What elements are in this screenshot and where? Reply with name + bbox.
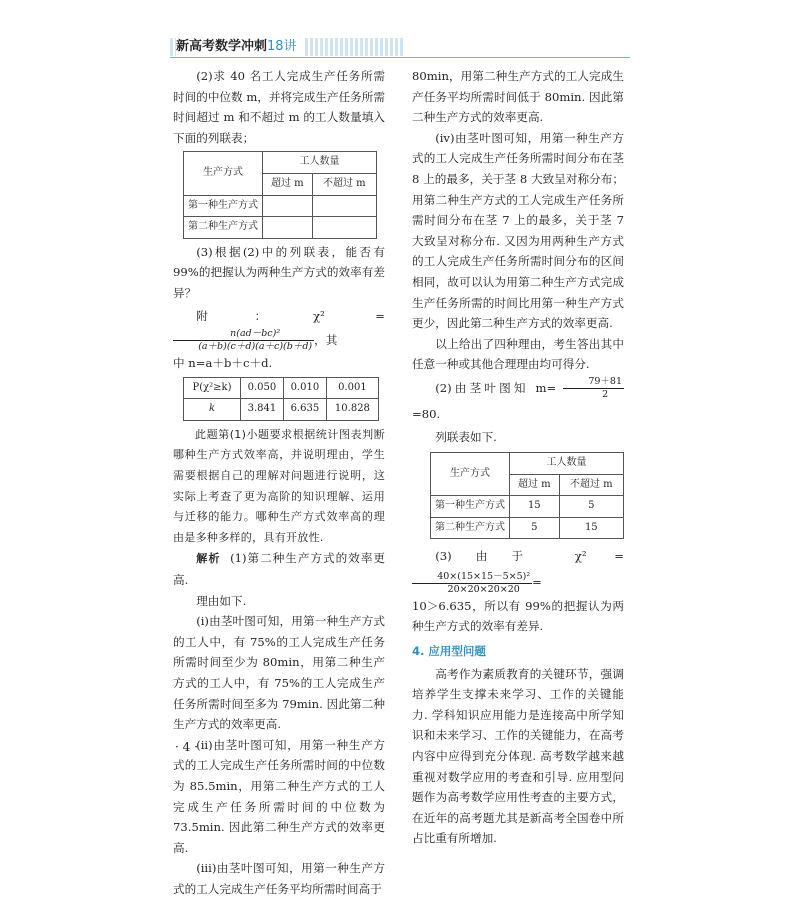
formula-fraction: $\frac{\text{n(ad－bc)²}}{(a+b)(c+d)(a+c)(b+d)}$ <box>173 328 314 353</box>
th-over-m: 超过 m <box>263 173 313 195</box>
th-method: 生产方式 <box>431 453 510 496</box>
solution-part-1: 解析 (1)第二种生产方式的效率更高. <box>173 551 385 587</box>
chi-square-formula: 附：χ² = $\frac{\text{n(ad－bc)²}}{(a+b)(c+d)(a+c)(b+d)}$ ，其 <box>173 304 385 354</box>
question-2: (2)求 40 名工人完成生产任务所需时间的中位数 m，并将完成生产任务所需时间超过 m 和不超过 m 的工人数量填入下面的列联表； <box>173 69 385 145</box>
solution-part-3-conclusion: 10＞6.635，所以有 99%的把握认为两种生产方式的效率有差异. <box>412 598 624 634</box>
table-intro: 列联表如下. <box>435 430 497 445</box>
header-rule <box>170 57 630 58</box>
th-not-over-m: 不超过 m <box>559 474 623 496</box>
reason-i: (i)由茎叶图可知，用第一种生产方式的工人中，有 75%的工人完成生产任务所需时间至少为 80min，用第二种生产方式的工人中，有 75%的工人完成生产任务所需时间至多为 79min. 因此第二种生产方式的效率更高. <box>173 614 385 732</box>
row-label-method-2: 第二种生产方式 <box>431 517 510 539</box>
reason-iii: (iii)由茎叶图可知，用第一种生产方式的工人完成生产任务平均所需时间高于 <box>173 861 385 896</box>
row-label-method-1: 第一种生产方式 <box>431 496 510 518</box>
th-over-m: 超过 m <box>510 474 560 496</box>
th-not-over-m: 不超过 m <box>312 173 376 195</box>
cell-empty <box>312 217 376 239</box>
formula-where: 中 n=a＋b＋c＋d. <box>173 356 273 371</box>
cell-p: 0.001 <box>326 377 378 399</box>
cell-k: 10.828 <box>326 399 378 421</box>
cell-value: 5 <box>559 496 623 518</box>
row-label-method-2: 第二种生产方式 <box>184 217 263 239</box>
solution-part-3: (3)由于 χ² = $\frac{\text{40×(15×15－5×5)²}}{20\times 20\times 20\times 20}$ = <box>412 543 624 596</box>
reason-ii: (ii)由茎叶图可知，用第一种生产方式的工人完成生产任务所需时间的中位数为 85.5min，用第二种生产方式的工人完成生产任务所需时间的中位数为 73.5min. 因此第二种生产方式的效率更高. <box>173 737 385 855</box>
solution-part-2: (2)由茎叶图知 m= $\frac{79+81}{2}$ =80. <box>412 376 622 422</box>
cell-p: 0.010 <box>283 377 326 399</box>
question-3: (3)根据(2)中的列联表，能否有 99%的把握认为两种生产方式的效率有差异？ <box>173 244 385 300</box>
row-label-method-1: 第一种生产方式 <box>184 195 263 217</box>
critical-value-table <box>183 377 379 421</box>
running-header <box>170 38 405 56</box>
page-number: · 4 · <box>175 740 198 754</box>
header-title: 新高考数学冲刺18讲 <box>176 38 303 56</box>
left-column <box>173 66 385 899</box>
section-heading-4: 4. 应用型问题 <box>412 644 486 659</box>
cell-value: 5 <box>510 517 560 539</box>
cell-p: 0.050 <box>241 377 284 399</box>
th-k: k <box>184 399 241 421</box>
cell-k: 3.841 <box>241 399 284 421</box>
commentary: 此题第(1)小题要求根据统计图表判断哪种生产方式效率高，并说明理由，学生需要根据自己的理解对问题进行说明，这实际上考查了更为高阶的知识理解、运用与迁移的能力。哪种生产方式效率高的理由是多种多样的，具有开放性. <box>173 427 385 544</box>
contingency-table-filled <box>430 452 624 539</box>
chi-square-fraction: $\frac{\text{40×(15×15－5×5)²}}{20\times 20\times 20\times 20}$ <box>412 571 532 596</box>
th-worker-count: 工人数量 <box>263 152 377 174</box>
scoring-note: 以上给出了四种理由，考生答出其中任意一种或其他合理理由均可得分. <box>412 336 624 372</box>
section-4-paragraph: 高考作为素质教育的关键环节，强调培养学生支撑未来学习、工作的关键能力. 学科知识应用能力是连接高中所学知识和未来学习、工作的关键能力，在高考内容中应得到充分体现. 高考数学越来越重视对数学应用的考查和引导. 应用型问题作为高考数学应用性考查的主要方式，在近年的高考题尤其是新高考全国卷中所占比重有所增加. <box>412 666 624 846</box>
cell-empty <box>263 217 313 239</box>
th-worker-count: 工人数量 <box>510 453 624 475</box>
th-method: 生产方式 <box>184 152 263 195</box>
cell-empty <box>312 195 376 217</box>
cell-value: 15 <box>559 517 623 539</box>
reason-iii-continued: 80min，用第二种生产方式的工人完成生产任务平均所需时间低于 80min. 因此第二种生产方式的效率更高. <box>412 69 624 125</box>
cell-k: 6.635 <box>283 399 326 421</box>
right-column <box>412 66 624 849</box>
contingency-table-blank <box>183 151 377 238</box>
cell-value: 15 <box>510 496 560 518</box>
reason-iv: (iv)由茎叶图可知，用第一种生产方式的工人完成生产任务所需时间分布在茎 8 上的最多，关于茎 8 大致呈对称分布；用第二种生产方式的工人完成生产任务所需时间分布在茎 7 上的最多，关于茎 7 大致呈对称分布. 又因为用两种生产方式的工人完成生产任务所需时间分布的区间相同，故可以认为用第二种生产方式完成生产任务所需的时间比用第一种生产方式更少，因此第二种生产方式的效率更高. <box>412 130 624 331</box>
cell-empty <box>263 195 313 217</box>
th-probability: P(χ²≥k) <box>184 377 241 399</box>
median-fraction: $\frac{79+81}{2}$ <box>563 376 624 401</box>
reason-intro: 理由如下. <box>196 593 247 608</box>
